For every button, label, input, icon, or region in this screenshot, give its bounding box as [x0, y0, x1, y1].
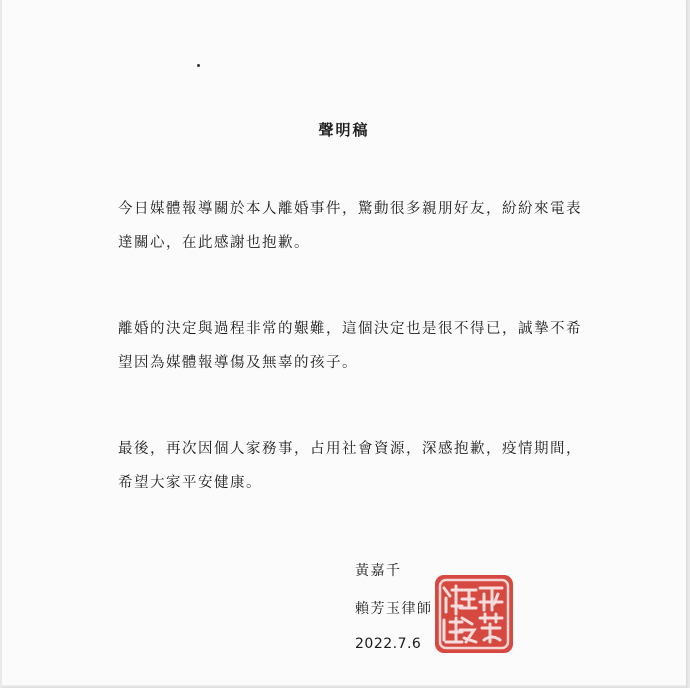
document-date: 2022.7.6 — [355, 636, 422, 652]
statement-page — [2, 0, 686, 688]
ink-dot — [197, 64, 200, 67]
document-title: 聲明稿 — [318, 121, 370, 139]
signatory-name: 黃嘉千 — [355, 563, 402, 579]
paragraph-1: 今日媒體報導關於本人離婚事件，驚動很多親朋好友，紛紛來電表達關心，在此感謝也抱歉。 — [118, 201, 582, 251]
lawyer-name: 賴芳玉律師 — [355, 601, 433, 617]
paragraph-3: 最後，再次因個人家務事，占用社會資源，深感抱歉，疫情期間，希望大家平安健康。 — [118, 441, 582, 491]
lawyer-seal-stamp — [432, 572, 516, 656]
paragraph-2: 離婚的決定與過程非常的艱難，這個決定也是很不得已，誠摯不希望因為媒體報導傷及無辜的孩子。 — [118, 321, 582, 371]
